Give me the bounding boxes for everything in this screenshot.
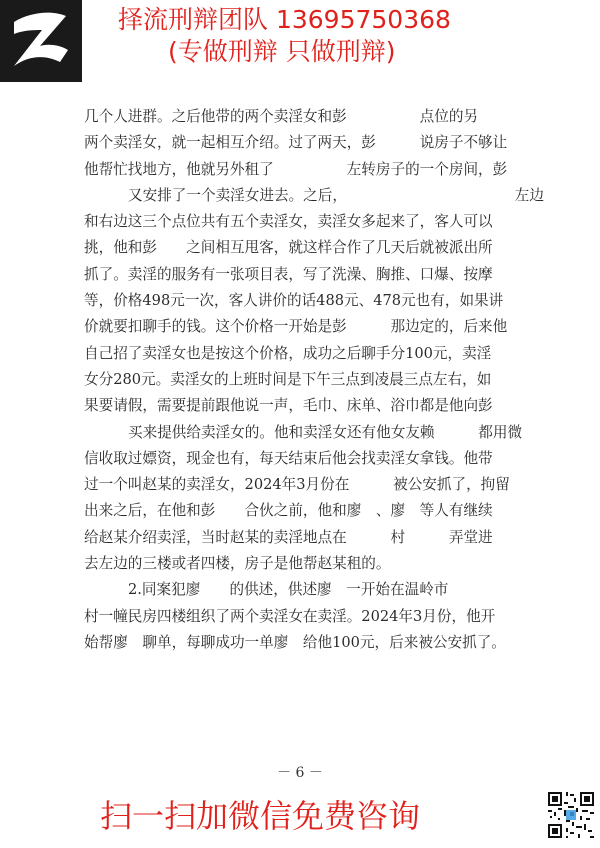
text-line: 去左边的三楼或者四楼，房子是他帮赵某租的。	[84, 555, 391, 573]
header-subtitle: (专做刑辩 只做刑辩)	[168, 37, 396, 66]
text-line: 买来提供给卖淫女的。他和卖淫女还有他女友赖 都用微	[128, 423, 523, 441]
text-line: 女分280元。卖淫女的上班时间是下午三点到凌晨三点左右，如	[84, 370, 492, 388]
text-line: 2.同案犯廖 的供述，供述廖 一开始在温岭市	[128, 581, 449, 599]
document-body	[84, 104, 564, 656]
text-line: 挑，他和彭 之间相互甩客，就这样合作了几天后就被派出所	[84, 239, 493, 257]
text-line: 抓了。卖淫的服务有一张项目表，写了洗澡、胸推、口爆、按摩	[84, 265, 493, 283]
header-title: 择流刑辩团队 13695750368	[118, 5, 451, 34]
text-line: 等，价格498元一次，客人讲价的话488元、478元也有，如果讲	[84, 292, 504, 310]
text-line: 出来之后，在他和彭 合伙之前，他和廖 、廖 等人有继续	[84, 502, 493, 520]
text-line: 自己招了卖淫女也是按这个价格，成功之后聊手分100元，卖淫	[84, 344, 492, 362]
text-line: 又安排了一个卖淫女进去。之后， 左边	[128, 186, 544, 204]
text-line: 过一个叫赵某的卖淫女，2024年3月份在 被公安抓了，拘留	[84, 476, 510, 494]
firm-logo-icon	[0, 0, 82, 82]
text-line: 价就要扣聊手的钱。这个价格一开始是彭 那边定的，后来他	[84, 318, 508, 336]
text-line: 他帮忙找地方，他就另外租了 左转房子的一个房间，彭	[84, 160, 508, 178]
qr-code-icon[interactable]	[546, 790, 596, 840]
page-number: － 6 －	[277, 765, 323, 781]
text-line: 信收取过嫖资，现金也有，每天结束后他会找卖淫女拿钱。他带	[84, 449, 493, 467]
footer-cta: 扫一扫加微信免费咨询	[100, 797, 421, 835]
text-line: 和右边这三个点位共有五个卖淫女，卖淫女多起来了，客人可以	[84, 213, 493, 231]
text-line: 果要请假，需要提前跟他说一声，毛巾、床单、浴巾都是他向彭	[84, 397, 493, 415]
text-line: 几个人进群。之后他带的两个卖淫女和彭 点位的另	[84, 108, 479, 125]
text-line: 两个卖淫女，就一起相互介绍。过了两天，彭 说房子不够让	[84, 134, 508, 152]
text-line: 给赵某介绍卖淫，当时赵某的卖淫地点在 村 弄堂进	[84, 528, 493, 546]
text-line: 始帮廖 聊单，每聊成功一单廖 给他100元，后来被公安抓了。	[84, 633, 506, 651]
text-line: 村一幢民房四楼组织了两个卖淫女在卖淫。2024年3月份，他开	[84, 607, 496, 625]
